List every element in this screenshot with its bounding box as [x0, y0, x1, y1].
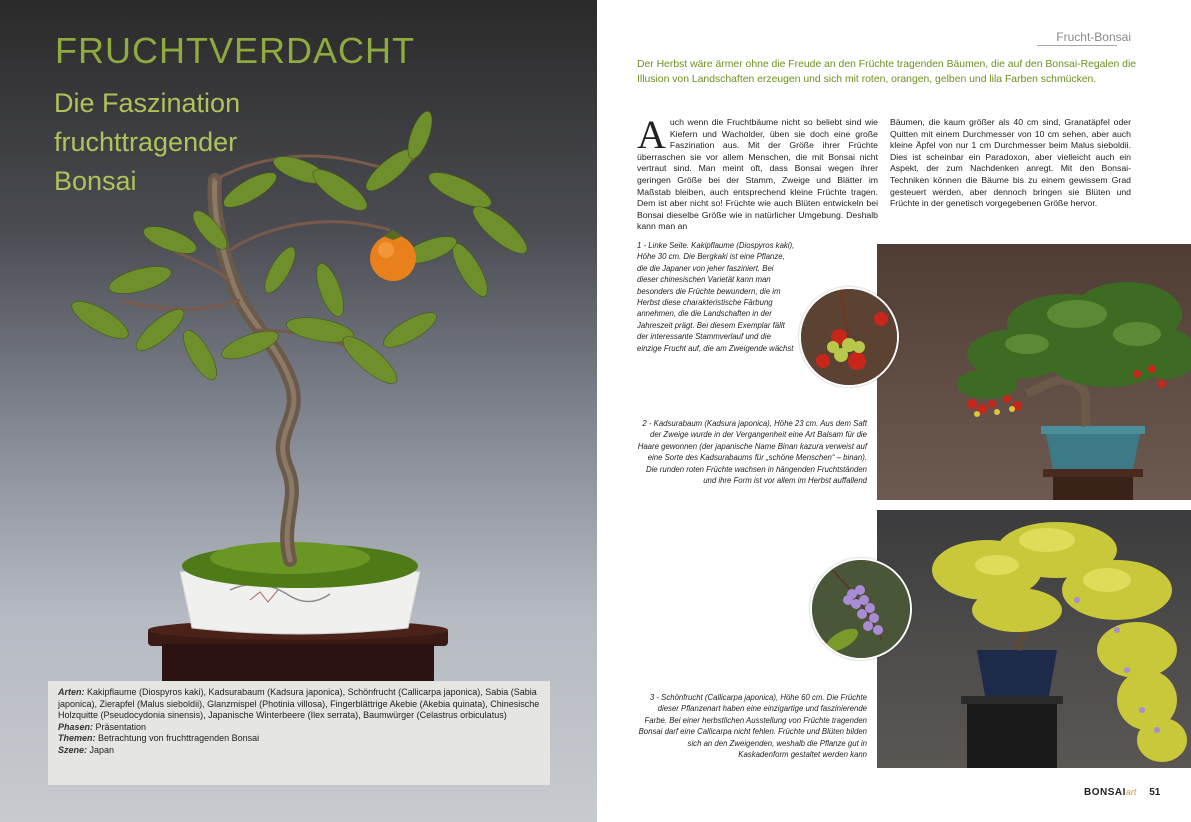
page-footer — [1084, 787, 1160, 798]
subtitle-line: Die Faszination — [54, 88, 241, 118]
meta-value: Betrachtung von fruchttragenden Bonsai — [98, 733, 260, 744]
caption-2: 2 - Kadsurabaum (Kadsura japonica), Höhe 23 cm. Aus dem Saft der Zweige wurde in der Vergangenheit eine Art Balsam für die Haare gewonnen (der japanische Name Binan kazura verweist auf eine Sorte des Kadsurabaums für „schöne Menschen“ – binan). Die runden roten Früchte wachsen in hängenden Fruchtständen und ihre Form ist vor allem im Herbst auffallend — [637, 419, 867, 486]
meta-szene — [58, 745, 540, 757]
kadsura-fruit-closeup — [799, 287, 899, 387]
meta-value: Japan — [89, 744, 115, 755]
caption-3: 3 - Schönfrucht (Callicarpa japonica), Höhe 60 cm. Die Früchte dieser Pflanzenart haben eine einzigartige und faszinierende Farbe. Bei einer herbstlichen Ausstellung von Früchte tragenden Bonsai darf eine Callicarpa nicht fehlen. Früchte und Blüten bilden sich an den Zweigenden, weshalb die Pflanze gut in Kaskadenform gestaltet werden kann — [638, 693, 867, 760]
magazine-logo: BONSAI — [1084, 787, 1126, 798]
kadsura-bonsai-photo — [877, 244, 1191, 500]
meta-label: Szene: — [58, 744, 88, 755]
page-title: FRUCHTVERDACHT — [55, 30, 415, 71]
page-number: 51 — [1149, 787, 1161, 798]
meta-phasen — [58, 722, 540, 734]
caption-1: 1 - Linke Seite. Kakipflaume (Diospyros kaki), Höhe 30 cm. Die Bergkaki ist eine Pflanze, die die Japaner von jeher fasziniert. Bei dieser chinesischen Varietät kann man besonders die Früchte bewundern, die im Herbst diese charakteristische Färbung annehmen, die die Landschaften in der Jahreszeit prägt. Bei diesem Exemplar fällt der interessante Stammverlauf und die einzige Frucht auf, die am Zweigende wächst — [637, 241, 795, 353]
meta-value: Kakipflaume (Diospyros kaki), Kadsurabaum (Kadsura japonica), Schönfrucht (Callicarpa japonica), Sabia (Sabia japonica), Zierapfel (Malus sieboldii), Glanzmispel (Photinia villosa), Fingerblättrige Akebie (Akebia quinata), Chinesische Holzquitte (Pseudocydonia sinensis), Japanische Winterbeere (Ilex serrata), Baumwürger (Celastrus orbiculatus) — [58, 687, 540, 721]
body-column-1 — [637, 112, 878, 233]
metadata-box — [48, 681, 550, 785]
section-rule — [1037, 45, 1117, 46]
magazine-logo-suffix: art — [1125, 787, 1137, 797]
body-column-2: Bäumen, die kaum größer als 40 cm sind, Granatäpfel oder Quitten mit einem Durchmesser von 10 cm sehen, aber auch kleine Äpfel von nur 1 cm Durchmesser beim Malus sieboldii. Dies ist scheinbar ein Paradoxon, aber vielleicht auch ein Aspekt, der zum Nachdenken anregt. Mit den Bonsai-Techniken können die Bäume bis zu einem gewissem Grad gesteuert werden, aber dennoch bringen sie Blüten und Früchte in der genetisch vorgegebenen Größe hervor. — [890, 117, 1131, 209]
subtitle-line: fruchttragender — [54, 127, 238, 157]
meta-value: Präsentation — [95, 721, 147, 732]
meta-label: Arten: — [58, 687, 85, 697]
right-page — [597, 0, 1191, 822]
page-subtitle — [54, 84, 354, 201]
section-label: Frucht-Bonsai — [1056, 30, 1131, 44]
meta-label: Themen: — [58, 733, 96, 744]
intro-paragraph: Der Herbst wäre ärmer ohne die Freude an den Früchte tragenden Bäumen, die auf den Bonsai-Regalen die Illusion von Landschaften erzeugen und sich mit roten, orangen, gelben und lila Farben schmücken. — [637, 59, 1137, 85]
meta-themen — [58, 733, 540, 745]
drop-cap: A — [637, 112, 666, 157]
callicarpa-bonsai-photo — [877, 510, 1191, 768]
body-text: uch wenn die Fruchtbäume nicht so beliebt sind wie Kiefern und Wacholder, üben sie doch eine große Faszination aus. Mit der Größe ihrer Früchte überraschen sie vor allem Menschen, die mit Bonsai nicht vertraut sind. Man meint oft, dass Bonsai wegen ihrer geringen Größe bei der Stamm, Zweige und Blätter im Maßstab bleiben, auch entsprechend kleine Früchte tragen. Dem ist aber nicht so! Früchte wie auch Blüten entwickeln bei Bonsai dieselbe Größe wie in natürlicher Umgebung. Deshalb kann man an — [637, 117, 878, 232]
callicarpa-fruit-closeup — [810, 558, 912, 660]
subtitle-line: Bonsai — [54, 166, 137, 196]
meta-arten — [58, 687, 540, 722]
meta-label: Phasen: — [58, 721, 94, 732]
